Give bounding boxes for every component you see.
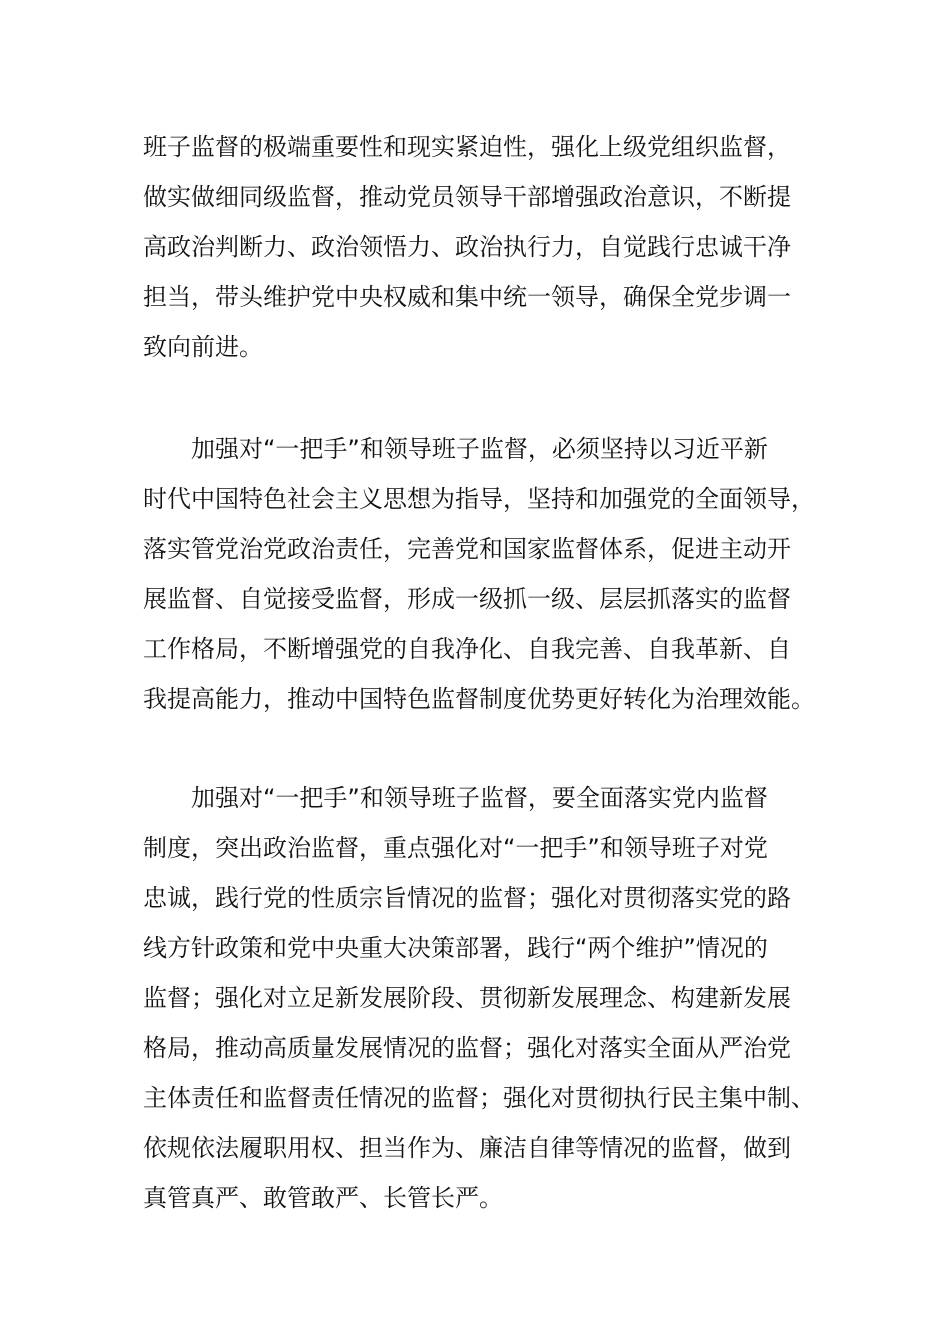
paragraph-line: 展监督、自觉接受监督，形成一级抓一级、层层抓落实的监督	[143, 585, 791, 613]
paragraph-line: 落实管党治党政治责任，完善党和国家监督体系，促进主动开	[143, 535, 791, 563]
paragraph-line: 致向前进。	[143, 333, 263, 361]
paragraph-line: 监督；强化对立足新发展阶段、贯彻新发展理念、构建新发展	[143, 984, 791, 1012]
paragraph-line: 工作格局，不断增强党的自我净化、自我完善、自我革新、自	[143, 635, 791, 663]
paragraph-line: 真管真严、敢管敢严、长管长严。	[143, 1184, 503, 1212]
paragraph-line: 格局，推动高质量发展情况的监督；强化对落实全面从严治党	[143, 1034, 791, 1062]
paragraph-line: 我提高能力，推动中国特色监督制度优势更好转化为治理效能。	[143, 685, 815, 713]
paragraph-2	[143, 424, 823, 724]
paragraph-3	[143, 773, 823, 1223]
paragraph-line: 制度，突出政治监督，重点强化对“一把手”和领导班子对党	[143, 834, 768, 862]
paragraph-line: 线方针政策和党中央重大决策部署，践行“两个维护”情况的	[143, 934, 768, 962]
paragraph-line: 班子监督的极端重要性和现实紧迫性，强化上级党组织监督，	[143, 133, 791, 161]
paragraph-line: 高政治判断力、政治领悟力、政治执行力，自觉践行忠诚干净	[143, 233, 791, 261]
paragraph-1	[143, 122, 823, 372]
paragraph-line: 时代中国特色社会主义思想为指导，坚持和加强党的全面领导，	[143, 485, 815, 513]
paragraph-line: 依规依法履职用权、担当作为、廉洁自律等情况的监督，做到	[143, 1134, 791, 1162]
paragraph-line: 加强对“一把手”和领导班子监督，必须坚持以习近平新	[191, 435, 768, 463]
paragraph-line: 加强对“一把手”和领导班子监督，要全面落实党内监督	[191, 784, 768, 812]
paragraph-line: 担当，带头维护党中央权威和集中统一领导，确保全党步调一	[143, 283, 791, 311]
paragraph-line: 做实做细同级监督，推动党员领导干部增强政治意识，不断提	[143, 183, 791, 211]
paragraph-line: 忠诚，践行党的性质宗旨情况的监督；强化对贯彻落实党的路	[143, 884, 791, 912]
paragraph-line: 主体责任和监督责任情况的监督；强化对贯彻执行民主集中制、	[143, 1084, 815, 1112]
